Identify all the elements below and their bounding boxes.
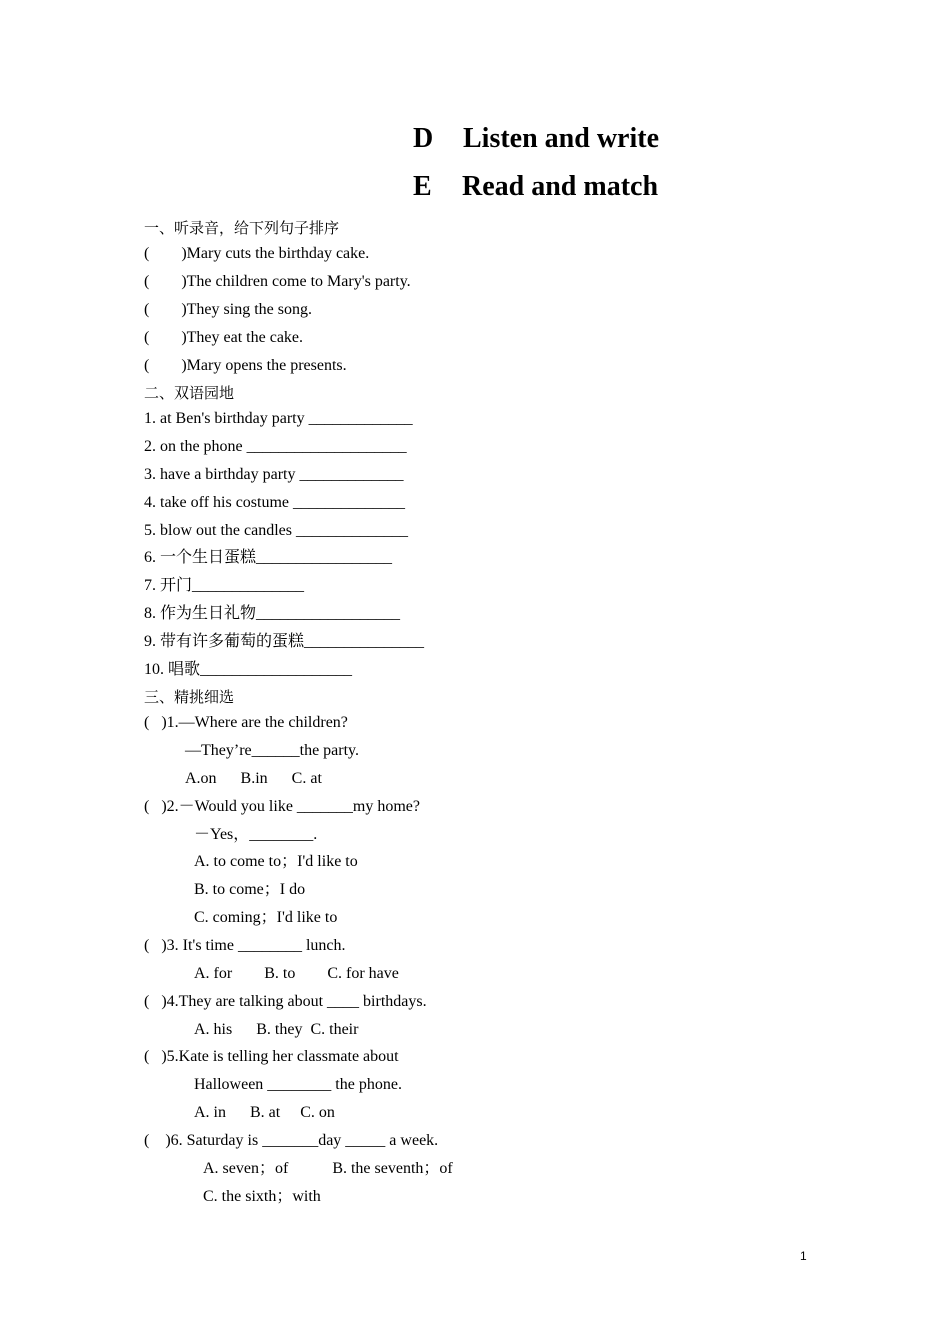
section2-item: 4. take off his costume ______________ — [144, 494, 406, 511]
section2-item: 8. 作为生日礼物__________________ — [144, 605, 401, 622]
question-1-answer-line: —They’re______the party. — [185, 742, 360, 759]
question-6: ( )6. Saturday is _______day _____ a week. — [144, 1132, 439, 1149]
section2-heading: 二、双语园地 — [144, 384, 235, 402]
section1-item: ( )They eat the cake. — [144, 329, 304, 346]
question-2-option-b: B. to come；I do — [194, 881, 306, 898]
title-e-letter: E — [413, 171, 432, 202]
question-2-option-c: C. coming；I'd like to — [194, 909, 338, 926]
question-5-options: A. in B. at C. on — [194, 1104, 335, 1121]
question-2-answer-line: －Yes，________. — [194, 826, 318, 843]
section2-item: 2. on the phone ____________________ — [144, 438, 407, 455]
question-1: ( )1.—Where are the children? — [144, 714, 348, 731]
question-4-options: A. his B. they C. their — [194, 1021, 359, 1038]
question-6-option-c: C. the sixth；with — [203, 1188, 321, 1205]
question-3-options: A. for B. to C. for have — [194, 965, 399, 982]
section3-heading: 三、精挑细选 — [144, 688, 235, 706]
title-d-text: Listen and write — [463, 123, 659, 154]
section1-item: ( )The children come to Mary's party. — [144, 273, 411, 290]
section2-item: 5. blow out the candles ______________ — [144, 522, 408, 539]
section2-item: 9. 带有许多葡萄的蛋糕_______________ — [144, 633, 425, 650]
section2-item: 7. 开门______________ — [144, 577, 305, 594]
question-3: ( )3. It's time ________ lunch. — [144, 937, 346, 954]
section2-item: 10. 唱歌___________________ — [144, 661, 353, 678]
question-5-continuation: Halloween ________ the phone. — [194, 1076, 402, 1093]
question-5: ( )5.Kate is telling her classmate about — [144, 1048, 399, 1065]
section2-item: 1. at Ben's birthday party _____________ — [144, 410, 413, 427]
section1-item: ( )Mary cuts the birthday cake. — [144, 245, 370, 262]
page-number: 1 — [800, 1249, 807, 1263]
question-1-options: A.on B.in C. at — [185, 770, 322, 787]
section1-item: ( )They sing the song. — [144, 301, 312, 318]
section1-item: ( )Mary opens the presents. — [144, 357, 347, 374]
title-d-letter: D — [413, 123, 434, 154]
question-6-options-ab: A. seven；of B. the seventh；of — [203, 1160, 453, 1177]
question-2: ( )2.－Would you like _______my home? — [144, 798, 421, 815]
section2-item: 6. 一个生日蛋糕_________________ — [144, 549, 393, 566]
section1-heading: 一、听录音，给下列句子排序 — [144, 219, 340, 237]
question-4: ( )4.They are talking about ____ birthdays. — [144, 993, 427, 1010]
section2-item: 3. have a birthday party _____________ — [144, 466, 404, 483]
title-e-text: Read and match — [462, 171, 659, 202]
question-2-option-a: A. to come to；I'd like to — [194, 853, 358, 870]
